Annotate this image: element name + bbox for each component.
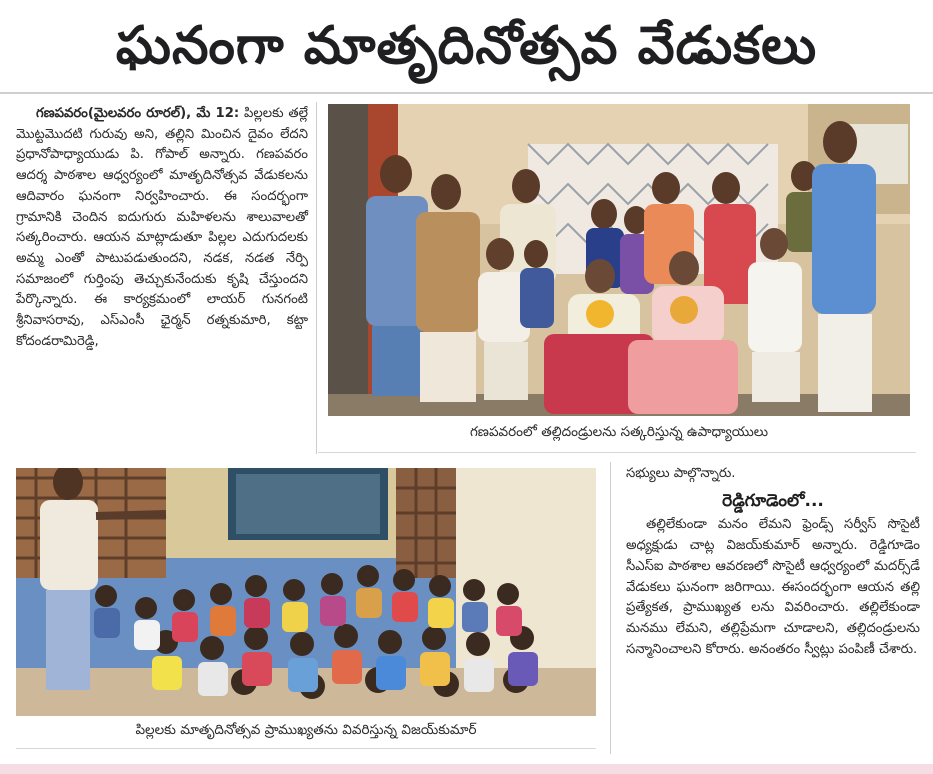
top-photo-caption: గణపవరంలో తల్లిదండ్రులను సత్కరిస్తున్న ఉపాధ్యాయులు bbox=[469, 424, 769, 440]
right-article-column bbox=[626, 464, 920, 660]
photo-children-classroom bbox=[16, 468, 596, 716]
bottom-accent-bar bbox=[0, 764, 933, 774]
right-column-divider bbox=[610, 462, 611, 754]
dateline: గణపవరం(మైలవరం రూరల్), మే 12: bbox=[36, 106, 240, 121]
subheading-reddigudem: రెడ్డిగూడెంలో... bbox=[722, 490, 824, 511]
continuation-text: సభ్యులు పాల్గొన్నారు. bbox=[626, 466, 736, 481]
photo-felicitation bbox=[328, 104, 910, 416]
headline-rule bbox=[0, 92, 933, 94]
headline: ఘనంగా మాతృదినోత్సవ వేడుకలు bbox=[115, 16, 818, 76]
bottom-photo-caption: పిల్లలకు మాతృదినోత్సవ ప్రాముఖ్యతను వివరిస్తున్న విజయ్‌కుమార్ bbox=[135, 722, 477, 738]
column-divider bbox=[316, 102, 317, 454]
left-article-body: పిల్లలకు తల్లే మొట్టమొదటి గురువు అని, తల్లిని మించిన దైవం లేదని ప్రధానోపాధ్యాయుడు పి. గోపాల్ అన్నారు. గణపవరం ఆదర్శ పాఠశాల ఆధ్వర్యంలో మాతృదినోత్సవ వేడుకలను ఆదివారం ఘనంగా నిర్వహించారు. ఈ సందర్భంగా గ్రామానికి చెందిన ఐదుగురు మహిళలను శాలువాలతో సత్కరించారు. ఆయన మాట్లాడుతూ పిల్లల ఎదుగుదలకు అమ్మ ఎంతో పాటుపడుతుందని, నడక, నడత నేర్పి సమాజంలో గుర్తింపు తెచ్చుకునేందుకు కృషి చేస్తుందని పేర్కొన్నారు. ఈ కార్యక్రమంలో లాయర్ గునగంటి శ్రీనివాసరావు, ఎస్ఎంసీ ఛైర్మన్ రత్నకుమారి, కట్టా కోదండరామిరెడ్డి, bbox=[16, 106, 308, 349]
bottom-caption-rule bbox=[16, 748, 596, 749]
top-caption-rule bbox=[318, 452, 916, 453]
right-article-body: తల్లిలేకుండా మనం లేమని ఫ్రెండ్స్ సర్వీస్ సొసైటీ అధ్యక్షుడు చాట్ల విజయ్‌కుమార్ అన్నారు. రెడ్డిగూడెం సీఎస్ఐ పాఠశాల ఆవరణలో సొసైటీ ఆధ్వర్యంలో మదర్స్‌డే వేడుకలు ఘనంగా జరిగాయి. ఈసందర్భంగా ఆయన తల్లి ప్రత్యేకత, ప్రాముఖ్యత లను వివరించారు. తల్లిలేకుండా మనము లేమని, తల్లిప్రేమగా చూడాలని, తల్లిదండ్రులను సన్మానించాలని కోరారు. అనంతరం స్వీట్లు పంపిణీ చేశారు. bbox=[626, 517, 920, 657]
left-article-column bbox=[16, 104, 308, 352]
